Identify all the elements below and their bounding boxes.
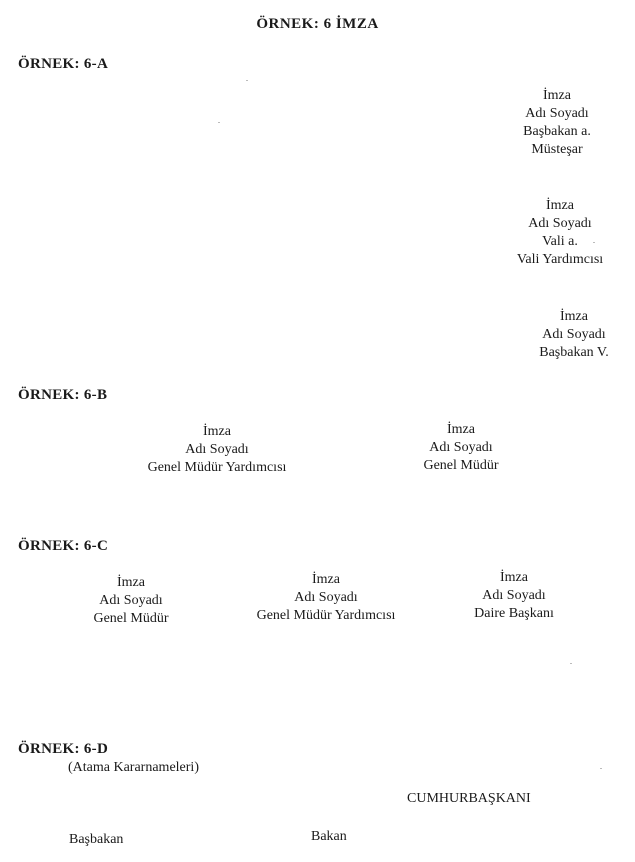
title-line: Genel Müdür Yardımcısı — [256, 608, 396, 623]
signature-line: İmza — [203, 424, 231, 439]
scan-speck — [246, 80, 248, 81]
scan-speck — [593, 242, 595, 243]
signature-line: İmza — [546, 198, 574, 213]
signature-block-6b-2 — [406, 421, 516, 475]
section-subtitle-6d: (Atama Kararnameleri) — [68, 760, 199, 775]
name-line: Adı Soyadı — [482, 588, 546, 603]
signature-block-6a-3 — [524, 308, 624, 362]
section-label-6c: ÖRNEK: 6-C — [18, 538, 109, 554]
page-title: ÖRNEK: 6 İMZA — [256, 16, 379, 32]
president-title: CUMHURBAŞKANI — [407, 791, 531, 806]
signature-line: İmza — [543, 88, 571, 103]
name-line: Adı Soyadı — [542, 327, 606, 342]
scan-speck — [600, 768, 602, 769]
signature-block-6a-1 — [497, 87, 617, 159]
scan-speck — [218, 122, 220, 123]
signature-block-6c-3 — [456, 569, 572, 623]
signature-line: İmza — [500, 570, 528, 585]
signature-line: İmza — [312, 572, 340, 587]
name-line: Adı Soyadı — [99, 593, 163, 608]
signature-block-6c-2 — [236, 571, 416, 625]
section-label-6a: ÖRNEK: 6-A — [18, 56, 109, 72]
signature-block-6a-2 — [502, 197, 618, 269]
section-label-6b: ÖRNEK: 6-B — [18, 387, 108, 403]
prime-minister-title: Başbakan — [69, 832, 124, 847]
title-line: Genel Müdür — [93, 611, 169, 626]
title-line: Vali a. — [542, 234, 578, 249]
signature-line: İmza — [560, 309, 588, 324]
signature-block-6c-1 — [78, 574, 184, 628]
name-line: Adı Soyadı — [185, 442, 249, 457]
section-label-6d: ÖRNEK: 6-D — [18, 741, 109, 757]
title-line: Genel Müdür — [423, 458, 499, 473]
title-line: Genel Müdür Yardımcısı — [147, 460, 287, 475]
title-line: Başbakan V. — [539, 345, 609, 360]
title-line: Vali Yardımcısı — [516, 252, 604, 267]
signature-block-6b-1 — [123, 423, 311, 477]
name-line: Adı Soyadı — [294, 590, 358, 605]
signature-line: İmza — [447, 422, 475, 437]
name-line: Adı Soyadı — [528, 216, 592, 231]
title-line: Daire Başkanı — [474, 606, 554, 621]
signature-line: İmza — [117, 575, 145, 590]
scan-speck — [570, 663, 572, 664]
title-line: Müsteşar — [531, 142, 583, 157]
minister-title: Bakan — [311, 829, 347, 844]
name-line: Adı Soyadı — [525, 106, 589, 121]
title-line: Başbakan a. — [523, 124, 591, 139]
name-line: Adı Soyadı — [429, 440, 493, 455]
